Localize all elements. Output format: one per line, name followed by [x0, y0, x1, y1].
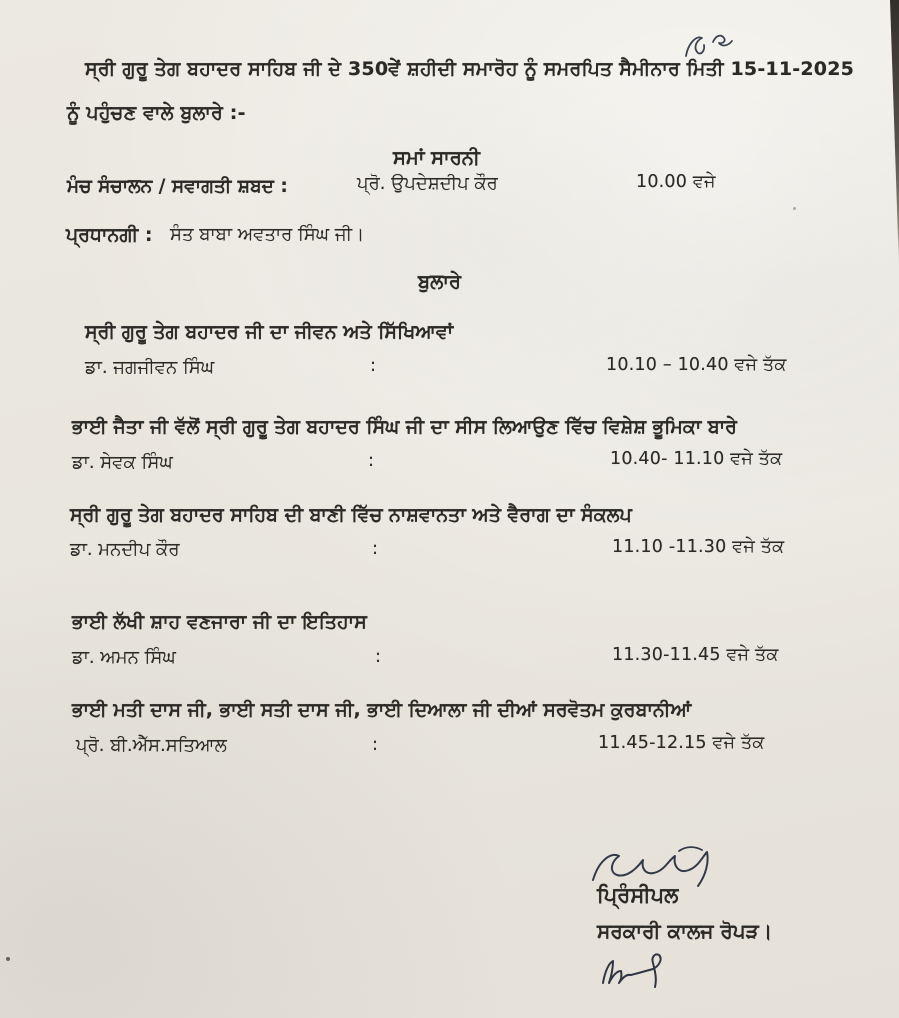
session-separator: : [372, 538, 379, 559]
session-topic: ਭਾਈ ਮਤੀ ਦਾਸ ਜੀ, ਭਾਈ ਸਤੀ ਦਾਸ ਜੀ, ਭਾਈ ਦਿਆਲਾ ਜੀ ਦੀਆਂ ਸਰਵੋਤਮ ਕੁਰਬਾਨੀਆਂ [72, 699, 692, 721]
session-topic: ਸ੍ਰੀ ਗੁਰੂ ਤੇਗ ਬਹਾਦਰ ਜੀ ਦਾ ਜੀਵਨ ਅਤੇ ਸਿੱਖਿਆਵਾਂ [85, 321, 454, 343]
stage-conduct-label: ਮੰਚ ਸੰਚਾਲਨ / ਸਵਾਗਤੀ ਸ਼ਬਦ : [67, 176, 288, 197]
presiding-label: ਪ੍ਰਧਾਨਗੀ : [66, 224, 153, 246]
session-separator: : [368, 450, 375, 471]
presiding-name: ਸੰਤ ਬਾਬਾ ਅਵਤਾਰ ਸਿੰਘ ਜੀ। [170, 224, 365, 245]
signatory-institution: ਸਰਕਾਰੀ ਕਾਲਜ ਰੋਪੜ। [597, 919, 773, 943]
session-speaker: ਪ੍ਰੋ. ਬੀ.ਐੱਸ.ਸਤਿਆਲ [76, 735, 227, 756]
session-time: 10.40- 11.10 ਵਜੇ ਤੱਕ [610, 449, 783, 469]
document-title-line2: ਨੂੰ ਪਹੁੰਚਣ ਵਾਲੇ ਬੁਲਾਰੇ :- [67, 102, 246, 124]
session-separator: : [370, 355, 377, 376]
session-speaker: ਡਾ. ਸੇਵਕ ਸਿੰਘ [72, 452, 173, 473]
signatory-designation: ਪ੍ਰਿੰਸੀਪਲ [597, 883, 679, 907]
photo-edge-shadow [890, 0, 899, 268]
session-separator: : [372, 734, 379, 755]
session-topic: ਭਾਈ ਲੱਖੀ ਸ਼ਾਹ ਵਣਜਾਰਾ ਜੀ ਦਾ ਇਤਿਹਾਸ [72, 611, 367, 633]
timetable-heading: ਸਮਾਂ ਸਾਰਨੀ [393, 146, 480, 169]
session-time: 11.30-11.45 ਵਜੇ ਤੱਕ [612, 645, 779, 665]
stage-conduct-time: 10.00 ਵਜੇ [636, 172, 716, 192]
session-separator: : [375, 646, 382, 667]
session-speaker: ਡਾ. ਮਨਦੀਪ ਕੌਰ [70, 539, 180, 560]
session-speaker: ਡਾ. ਜਗਜੀਵਨ ਸਿੰਘ [85, 357, 215, 378]
speakers-heading: ਬੁਲਾਰੇ [418, 270, 462, 293]
session-speaker: ਡਾ. ਅਮਨ ਸਿੰਘ [72, 647, 176, 668]
paper-speck [6, 957, 10, 961]
session-time: 10.10 – 10.40 ਵਜੇ ਤੱਕ [606, 355, 787, 375]
secondary-signature [597, 947, 679, 995]
stage-conduct-name: ਪ੍ਰੋ. ਉਪਦੇਸ਼ਦੀਪ ਕੌਰ [357, 173, 498, 194]
session-topic: ਸ੍ਰੀ ਗੁਰੂ ਤੇਗ ਬਹਾਦਰ ਸਾਹਿਬ ਦੀ ਬਾਣੀ ਵਿੱਚ ਨਾਸ਼ਵਾਨਤਾ ਅਤੇ ਵੈਰਾਗ ਦਾ ਸੰਕਲਪ [70, 504, 632, 526]
session-time: 11.10 -11.30 ਵਜੇ ਤੱਕ [612, 537, 785, 557]
paper-speck [793, 207, 796, 210]
document-title-line1: ਸ੍ਰੀ ਗੁਰੂ ਤੇਗ ਬਹਾਦਰ ਸਾਹਿਬ ਜੀ ਦੇ 350ਵੇਂ ਸ਼ਹੀਦੀ ਸਮਾਰੋਹ ਨੂੰ ਸਮਰਪਿਤ ਸੈਮੀਨਾਰ ਮਿਤੀ 15-11-2025 [85, 58, 855, 80]
session-time: 11.45-12.15 ਵਜੇ ਤੱਕ [598, 733, 765, 753]
session-topic: ਭਾਈ ਜੈਤਾ ਜੀ ਵੱਲੋਂ ਸ੍ਰੀ ਗੁਰੂ ਤੇਗ ਬਹਾਦਰ ਸਿੰਘ ਜੀ ਦਾ ਸੀਸ ਲਿਆਉਣ ਵਿੱਚ ਵਿਸ਼ੇਸ਼ ਭੂਮਿਕਾ ਬਾਰੇ [72, 416, 737, 438]
